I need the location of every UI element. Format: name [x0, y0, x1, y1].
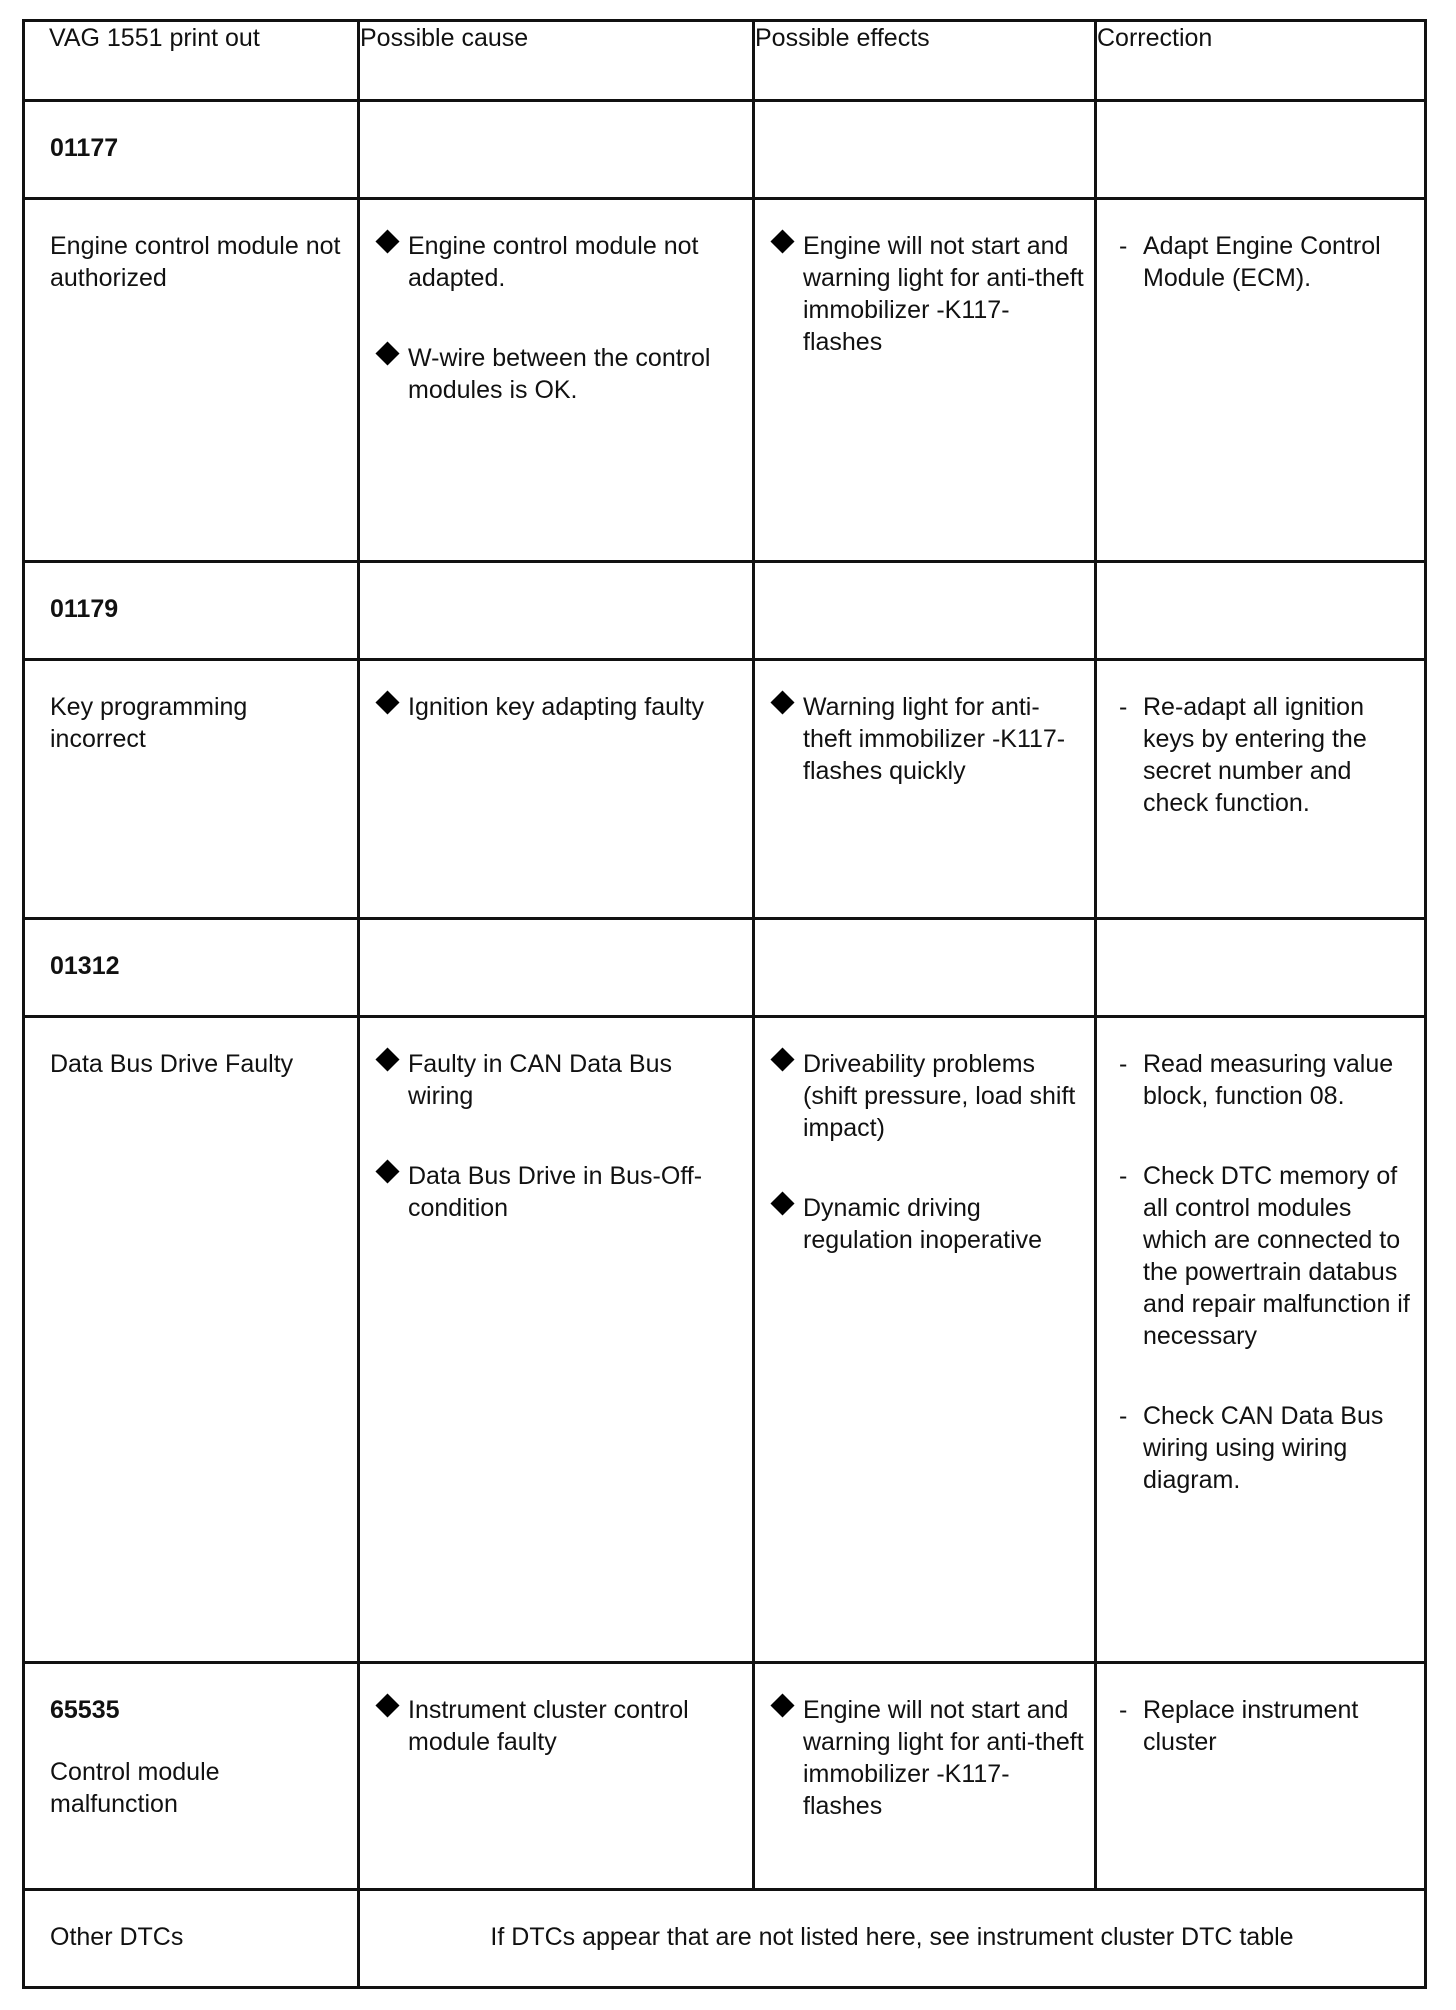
diamond-bullet-icon [375, 341, 399, 365]
diamond-bullet-icon [375, 1047, 399, 1071]
cause-item: Engine control module not adapted. [372, 230, 742, 294]
diamond-bullet-icon [375, 229, 399, 253]
header-row [24, 21, 1426, 101]
correction-item: - Adapt Engine Control Module (ECM). [1119, 232, 1381, 292]
effect-item: Engine will not start and warning light for anti-theft immobilizer -K117- flashes [767, 230, 1084, 358]
effect-item: Engine will not start and warning light for anti-theft immobilizer -K117- flashes [767, 1694, 1084, 1822]
diamond-bullet-icon [770, 1693, 794, 1717]
diamond-bullet-icon [770, 1047, 794, 1071]
correction-item: - Check CAN Data Bus wiring using wiring diagram. [1119, 1402, 1384, 1494]
cause-item: Faulty in CAN Data Bus wiring [372, 1048, 742, 1112]
diamond-bullet-icon [770, 1191, 794, 1215]
dtc-description: Data Bus Drive Faulty [50, 1050, 294, 1078]
other-dtcs-note: If DTCs appear that are not listed here, see instrument cluster DTC table [490, 1923, 1294, 1951]
diamond-bullet-icon [375, 690, 399, 714]
diamond-bullet-icon [375, 1159, 399, 1183]
code-row-01312 [24, 919, 1426, 1017]
cause-item: Data Bus Drive in Bus-Off-condition [372, 1160, 742, 1224]
cause-item: Instrument cluster control module faulty [372, 1694, 742, 1758]
dtc-code: 01312 [50, 952, 120, 980]
detail-row-65535 [24, 1663, 1426, 1890]
detail-row-01177 [24, 199, 1426, 562]
detail-row-01179 [24, 660, 1426, 919]
correction-item: - Re-adapt all ignition keys by entering the secret number and check function. [1119, 693, 1367, 817]
correction-item: - Replace instrument cluster [1119, 1696, 1359, 1756]
code-row-01177 [24, 101, 1426, 199]
code-row-01179 [24, 562, 1426, 660]
effect-item: Dynamic driving regulation inoperative [767, 1192, 1084, 1256]
correction-item: - Read measuring value block, function 08. [1119, 1050, 1394, 1110]
dtc-code: 01177 [50, 134, 119, 162]
effect-item: Warning light for anti-theft immobilizer -K117- flashes quickly [767, 691, 1084, 787]
dtc-code: 65535 [50, 1696, 120, 1724]
dtc-description: Key programming incorrect [50, 693, 248, 753]
header-possible-effects: Possible effects [754, 21, 1096, 101]
header-possible-cause: Possible cause [359, 21, 754, 101]
dtc-description: Control module malfunction [50, 1758, 220, 1818]
diamond-bullet-icon [375, 1693, 399, 1717]
dtc-code: 01179 [50, 595, 119, 623]
diamond-bullet-icon [770, 690, 794, 714]
cause-item: W-wire between the control modules is OK. [372, 342, 742, 406]
effect-item: Driveability problems (shift pressure, load shift impact) [767, 1048, 1084, 1144]
dtc-table [22, 19, 1427, 1989]
header-print-out: VAG 1551 print out [24, 21, 359, 101]
dtc-description: Engine control module not authorized [50, 232, 341, 292]
cause-item: Ignition key adapting faulty [372, 691, 742, 723]
diamond-bullet-icon [770, 229, 794, 253]
header-correction: Correction [1096, 21, 1426, 101]
correction-item: - Check DTC memory of all control modules which are connected to the powertrain databus and repair malfunction if necessary [1119, 1162, 1410, 1350]
other-dtcs-label: Other DTCs [50, 1923, 184, 1951]
detail-row-01312 [24, 1017, 1426, 1663]
code-cell [24, 101, 359, 199]
other-dtcs-row [24, 1890, 1426, 1988]
